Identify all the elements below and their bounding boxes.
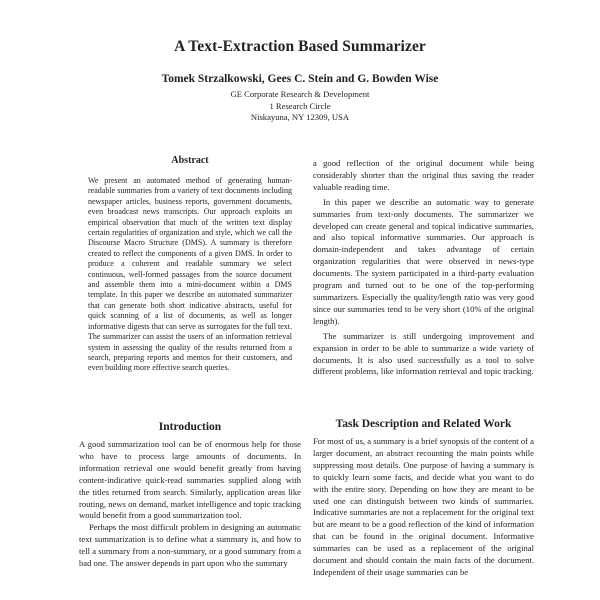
abstract-heading: Abstract [171,155,209,166]
abstract-body [88,176,292,374]
paper-authors: Tomek Strzalkowski, Gees C. Stein and G. Bowden Wise [161,73,439,85]
task-paragraph: For most of us, a summary is a brief synopsis of the content of a larger document, an abstract recounting the main points while suppressing most details. One purpose of having a summary is to quickly learn some facts, and decide what you want to do with the entire story. Depending on how they are meant to be used one can distinguish between two kinds of summaries. Indicative summaries are not a replacement for the original text but are meant to be a good reflection of the kind of information that can be found in the original document. Informative summaries can be used as a replacement of the original document and should contain the main facts of the document. Independent of their usage summaries can be [313,436,534,577]
abstract-text: We present an automated method of generating human-readable summaries from a variety of text documents including newspaper articles, business reports, government documents, even broadcast news transcripts. Our approach exploits an empirical observation that much of the written text display certain regularities of organization and style, which we call the Discourse Macro Structure (DMS). A summary is therefore created to reflect the components of a given DMS. In order to produce a coherent and readable summary we select continuous, well-formed passages from the source document and assemble them into a mini-document within a DMS template. In this paper we describe an automated summarizer that can generate both short indicative abstracts, useful for quick scanning of a list of documents, as well as longer informative digests that can serve as surrogates for the full text. The summarizer can assist the users of an information retrieval system in assessing the quality of the results returned from a search, preparing reports and memos for their customers, and even building more effective search queries. [88,176,292,373]
intro-paragraph: Perhaps the most difficult problem in designing an automatic text summarization is to define what a summary is, and how to tell a summary from a non-summary, or a good summary from a bad one. The answer depends in part upon who the summary [79,522,301,569]
introduction-body [79,439,301,570]
body-paragraph: The summarizer is still undergoing improvement and expansion in order to be able to summarize a wide variety of documents. It is also used successfully as a tool to solve different problems, like information retrieval and topic tracking. [313,330,534,377]
affiliation-line: 1 Research Circle [269,100,331,111]
paper-title: A Text-Extraction Based Summarizer [174,38,426,55]
body-paragraph: In this paper we describe an automatic way to generate summaries from text-only documents. The summarizer we developed can create general and topical indicative summaries, and also topical informative summaries. Our approach is domain-independent and takes advantage of certain organization regularities that were observed in news-type documents. The system participated in a third-party evaluation program and turned out to be one of the top-performing summarizers. Especially the quality/length ratio was very good since our summaries tend to be very short (10% of the original length). [313,196,534,326]
intro-paragraph: A good summarization tool can be of enormous help for those who have to process large amounts of documents. In information retrieval one would benefit greatly from having content-indicative quick-read summaries supplied along with the titles returned from search. Similarly, application areas like routing, news on demand, market intelligence and topic tracking would benefit from a good summarization tool. [79,439,301,521]
right-column-body [313,158,534,378]
introduction-heading: Introduction [158,421,222,433]
paper-affiliation [0,89,600,124]
task-section-body [313,436,534,579]
affiliation-line: Niskayuna, NY 12309, USA [250,112,350,122]
affiliation-line: GE Corporate Research & Development [230,89,370,99]
task-section-heading: Task Description and Related Work [335,418,512,430]
body-paragraph: a good reflection of the original document while being considerably shorter than the original thus saving the reader valuable reading time. [313,158,534,192]
